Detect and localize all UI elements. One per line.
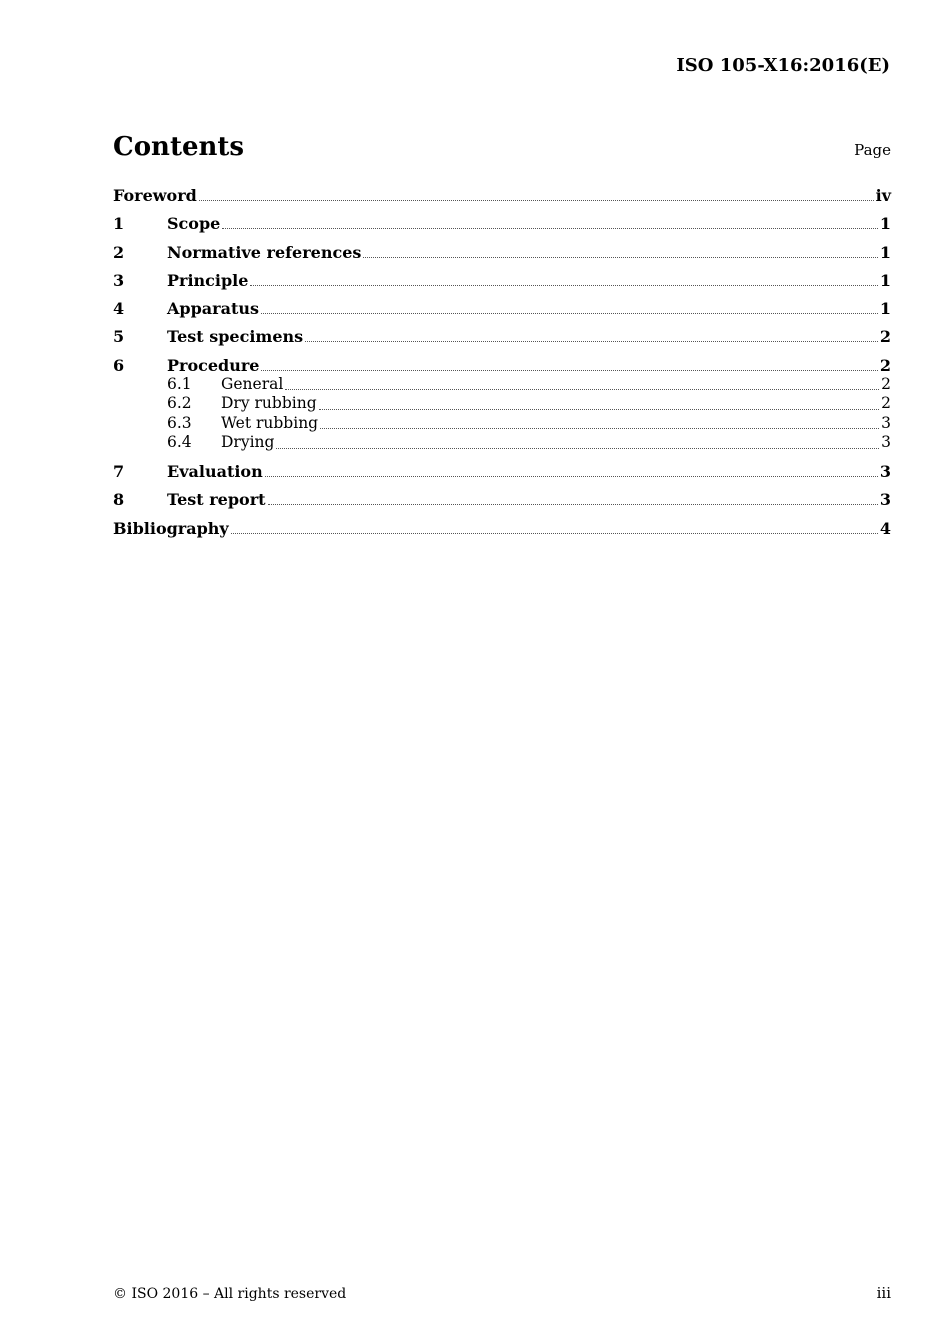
toc-entry-number: 6.2 [167,394,192,413]
toc-leader-dots [268,503,878,505]
toc-leader-dots [231,532,878,534]
toc-entry-label: Test specimens [167,327,304,347]
contents-title: Contents [113,132,245,162]
toc-entry-procedure[interactable] [113,356,891,375]
document-id: ISO 105-X16:2016(E) [676,55,890,76]
toc-leader-dots [305,340,878,342]
toc-leader-dots [363,256,877,258]
toc-entry-label: Bibliography [113,518,229,538]
toc-entry-label: Apparatus [167,299,259,319]
toc-entry-label: Drying [221,433,275,452]
toc-entry-label: Normative references [167,242,362,262]
table-of-contents [113,186,891,538]
toc-entry-page: 1 [879,214,891,234]
toc-entry-number: 3 [113,270,125,290]
toc-entry-page: 3 [879,462,891,482]
toc-entry-number: 6 [113,355,125,375]
toc-entry-label: General [221,374,284,393]
toc-entry-label: Wet rubbing [221,413,319,432]
toc-leader-dots [222,227,878,229]
toc-entry-page: 2 [879,355,891,375]
toc-entry-page: 1 [879,299,891,319]
toc-subentry-drying[interactable] [113,433,891,453]
toc-entry-test-report[interactable] [113,490,891,509]
footer-copyright: © ISO 2016 – All rights reserved [113,1286,347,1302]
toc-entry-label: Test report [167,490,266,510]
toc-entry-label: Principle [167,270,249,290]
toc-entry-test-specimens[interactable] [113,327,891,346]
toc-leader-dots [261,369,877,371]
toc-entry-page: 3 [881,433,891,452]
toc-entry-label: Procedure [167,355,260,375]
toc-entry-page: 3 [881,413,891,432]
toc-subentry-wet-rubbing[interactable] [113,414,891,434]
toc-entry-page: 1 [879,242,891,262]
toc-entry-label: Evaluation [167,462,263,482]
toc-entry-page: 2 [881,374,891,393]
toc-entry-number: 7 [113,462,125,482]
toc-entry-page: 2 [879,327,891,347]
toc-entry-page: iv [875,186,891,205]
toc-entry-apparatus[interactable] [113,299,891,318]
toc-leader-dots [250,284,877,286]
toc-entry-label: Foreword [113,186,197,205]
toc-entry-number: 5 [113,327,125,347]
toc-entry-number: 2 [113,242,125,262]
page-column-label: Page [854,141,891,159]
toc-entry-label: Scope [167,214,221,234]
toc-leader-dots [199,199,874,201]
toc-entry-number: 6.1 [167,374,192,393]
toc-leader-dots [319,408,880,410]
toc-entry-scope[interactable] [113,214,891,233]
toc-leader-dots [285,388,879,390]
toc-leader-dots [276,447,879,449]
toc-entry-foreword[interactable] [113,186,891,205]
toc-entry-evaluation[interactable] [113,462,891,481]
toc-subentry-general[interactable] [113,375,891,395]
toc-entry-number: 1 [113,214,125,234]
toc-entry-page: 4 [879,518,891,538]
toc-leader-dots [265,475,878,477]
toc-entry-number: 4 [113,299,125,319]
toc-entry-principle[interactable] [113,271,891,290]
footer-page-number: iii [876,1284,891,1302]
toc-entry-number: 8 [113,490,125,510]
toc-leader-dots [320,427,879,429]
toc-entry-page: 2 [881,394,891,413]
toc-entry-bibliography[interactable] [113,519,891,538]
toc-entry-number: 6.3 [167,413,192,432]
toc-leader-dots [261,312,878,314]
toc-entry-label: Dry rubbing [221,394,317,413]
toc-subentry-dry-rubbing[interactable] [113,394,891,414]
toc-entry-normative-references[interactable] [113,243,891,262]
toc-entry-number: 6.4 [167,433,192,452]
toc-entry-page: 3 [879,490,891,510]
toc-entry-page: 1 [879,270,891,290]
